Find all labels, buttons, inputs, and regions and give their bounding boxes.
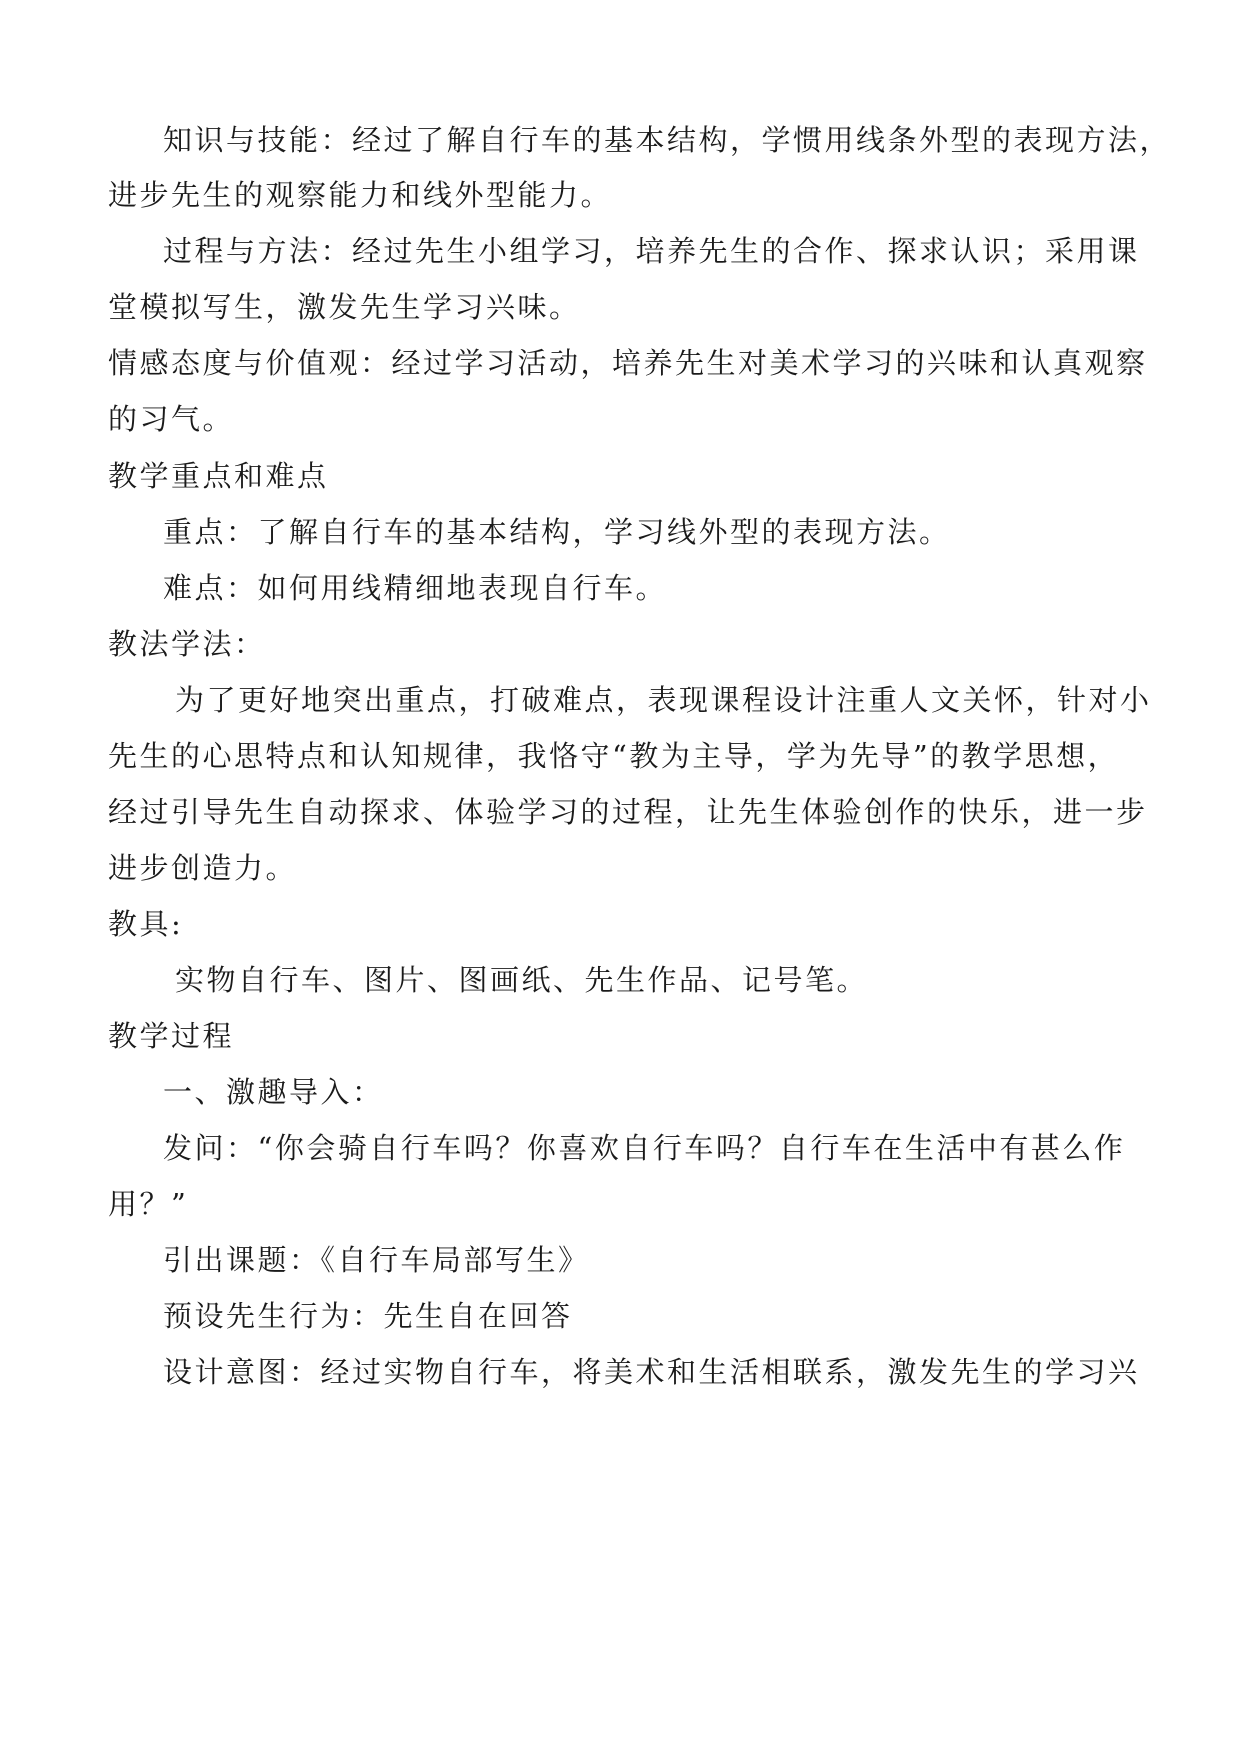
text-line: 情感态度与价值观：经过学习活动，培养先生对美术学习的兴味和认真观察 xyxy=(108,346,1148,380)
section-heading: 教法学法： xyxy=(108,627,266,661)
text-line: 过程与方法：经过先生小组学习，培养先生的合作、探求认识；采用课 xyxy=(163,234,1140,268)
text-line: 难点：如何用线精细地表现自行车。 xyxy=(163,571,668,605)
text-line: 经过引导先生自动探求、体验学习的过程，让先生体验创作的快乐，进一步 xyxy=(108,795,1148,829)
text-line: 一、激趣导入： xyxy=(163,1075,384,1109)
text-line: 知识与技能：经过了解自行车的基本结构，学惯用线条外型的表现方法， xyxy=(163,123,1172,157)
text-line: 实物自行车、图片、图画纸、先生作品、记号笔。 xyxy=(175,963,869,997)
text-line: 设计意图：经过实物自行车，将美术和生活相联系，激发先生的学习兴 xyxy=(163,1355,1140,1389)
text-line: 引出课题：《自行车局部写生》 xyxy=(163,1243,590,1277)
text-line: 用？” xyxy=(108,1187,189,1221)
text-line: 为了更好地突出重点，打破难点，表现课程设计注重人文关怀，针对小 xyxy=(175,683,1152,717)
text-line: 发问：“你会骑自行车吗？你喜欢自行车吗？自行车在生活中有甚么作 xyxy=(163,1131,1126,1165)
text-line: 先生的心思特点和认知规律，我恪守“教为主导，学为先导”的教学思想， xyxy=(108,739,1120,773)
section-heading: 教具: xyxy=(108,907,184,941)
text-line: 预设先生行为：先生自在回答 xyxy=(163,1299,573,1333)
section-heading: 教学过程 xyxy=(108,1019,235,1053)
text-line: 重点：了解自行车的基本结构，学习线外型的表现方法。 xyxy=(163,515,951,549)
section-heading: 教学重点和难点 xyxy=(108,459,329,493)
text-line: 堂模拟写生，激发先生学习兴味。 xyxy=(108,290,581,324)
text-line: 的习气。 xyxy=(108,402,235,436)
text-line: 进步创造力。 xyxy=(108,851,298,885)
text-line: 进步先生的观察能力和线外型能力。 xyxy=(108,178,613,212)
